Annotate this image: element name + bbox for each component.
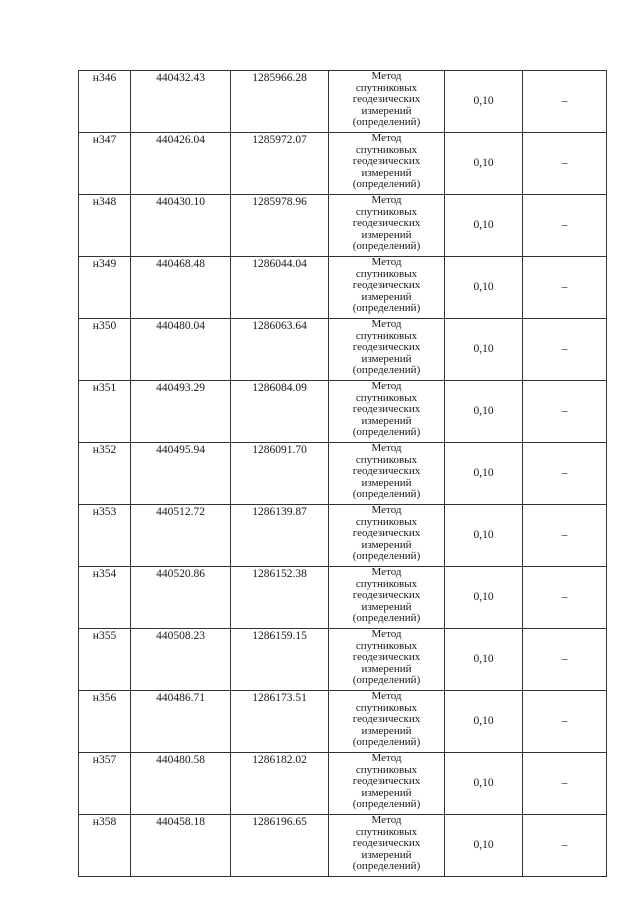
method-line: спутниковых [355, 205, 418, 218]
accuracy-cell: 0,10 [445, 195, 523, 257]
method-cell [329, 505, 445, 567]
y-coordinate-cell: 1286084.09 [231, 381, 329, 443]
y-coordinate-cell: 1285972.07 [231, 133, 329, 195]
y-coordinate-cell: 1285978.96 [231, 195, 329, 257]
method-line: геодезических [352, 465, 421, 478]
accuracy-cell: 0,10 [445, 257, 523, 319]
method-line: спутниковых [355, 639, 418, 652]
method-line: измерений [361, 290, 412, 303]
method-line: Метод [371, 504, 402, 516]
point-name-cell: н355 [79, 629, 131, 691]
x-coordinate-cell: 440495.94 [131, 443, 231, 505]
description-cell: – [523, 753, 607, 815]
coordinates-table-body [79, 71, 607, 877]
x-coordinate-cell: 440468.48 [131, 257, 231, 319]
method-line: измерений [361, 538, 412, 551]
description-cell: – [523, 381, 607, 443]
x-coordinate-cell: 440458.18 [131, 815, 231, 877]
table-row [79, 381, 607, 443]
method-line: спутниковых [355, 143, 418, 156]
method-cell [329, 71, 445, 133]
method-line: геодезических [352, 93, 421, 106]
y-coordinate-cell: 1286196.65 [231, 815, 329, 877]
method-line: спутниковых [355, 577, 418, 590]
method-cell [329, 257, 445, 319]
table-row [79, 443, 607, 505]
point-name-cell: н358 [79, 815, 131, 877]
description-cell: – [523, 319, 607, 381]
method-line: геодезических [352, 775, 421, 788]
description-cell: – [523, 195, 607, 257]
point-name-cell: н352 [79, 443, 131, 505]
method-line: Метод [371, 814, 402, 826]
method-line: геодезических [352, 651, 421, 664]
x-coordinate-cell: 440508.23 [131, 629, 231, 691]
x-coordinate-cell: 440430.10 [131, 195, 231, 257]
y-coordinate-cell: 1286139.87 [231, 505, 329, 567]
method-cell [329, 815, 445, 877]
method-line: спутниковых [355, 391, 418, 404]
description-cell: – [523, 257, 607, 319]
method-line: спутниковых [355, 267, 418, 280]
description-cell: – [523, 567, 607, 629]
method-line: (определений) [352, 240, 421, 253]
method-line: Метод [371, 70, 402, 82]
table-row [79, 505, 607, 567]
method-line: геодезических [352, 589, 421, 602]
accuracy-cell: 0,10 [445, 505, 523, 567]
method-cell [329, 381, 445, 443]
method-line: (определений) [352, 674, 421, 687]
accuracy-cell: 0,10 [445, 133, 523, 195]
method-line: измерений [361, 600, 412, 613]
table-row [79, 691, 607, 753]
method-line: спутниковых [355, 701, 418, 714]
x-coordinate-cell: 440493.29 [131, 381, 231, 443]
accuracy-cell: 0,10 [445, 319, 523, 381]
y-coordinate-cell: 1286173.51 [231, 691, 329, 753]
method-line: спутниковых [355, 453, 418, 466]
x-coordinate-cell: 440520.86 [131, 567, 231, 629]
x-coordinate-cell: 440432.43 [131, 71, 231, 133]
method-line: Метод [371, 380, 402, 392]
method-line: (определений) [352, 736, 421, 749]
method-cell [329, 753, 445, 815]
method-line: геодезических [352, 713, 421, 726]
method-line: (определений) [352, 798, 421, 811]
table-row [79, 753, 607, 815]
point-name-cell: н357 [79, 753, 131, 815]
y-coordinate-cell: 1285966.28 [231, 71, 329, 133]
method-line: спутниковых [355, 329, 418, 342]
method-line: измерений [361, 476, 412, 489]
description-cell: – [523, 71, 607, 133]
point-name-cell: н347 [79, 133, 131, 195]
accuracy-cell: 0,10 [445, 381, 523, 443]
method-line: измерений [361, 166, 412, 179]
accuracy-cell: 0,10 [445, 691, 523, 753]
table-row [79, 629, 607, 691]
method-cell [329, 319, 445, 381]
method-line: Метод [371, 442, 402, 454]
method-line: (определений) [352, 612, 421, 625]
method-line: измерений [361, 662, 412, 675]
method-line: геодезических [352, 279, 421, 292]
description-cell: – [523, 443, 607, 505]
point-name-cell: н353 [79, 505, 131, 567]
method-line: (определений) [352, 178, 421, 191]
method-line: (определений) [352, 488, 421, 501]
method-line: Метод [371, 194, 402, 206]
y-coordinate-cell: 1286063.64 [231, 319, 329, 381]
x-coordinate-cell: 440512.72 [131, 505, 231, 567]
method-line: геодезических [352, 155, 421, 168]
description-cell: – [523, 629, 607, 691]
method-line: Метод [371, 132, 402, 144]
method-cell [329, 443, 445, 505]
method-line: (определений) [352, 860, 421, 873]
point-name-cell: н348 [79, 195, 131, 257]
method-line: геодезических [352, 527, 421, 540]
method-line: геодезических [352, 403, 421, 416]
table-row [79, 319, 607, 381]
accuracy-cell: 0,10 [445, 629, 523, 691]
method-line: измерений [361, 414, 412, 427]
description-cell: – [523, 691, 607, 753]
method-line: Метод [371, 256, 402, 268]
point-name-cell: н346 [79, 71, 131, 133]
point-name-cell: н350 [79, 319, 131, 381]
method-line: измерений [361, 352, 412, 365]
y-coordinate-cell: 1286152.38 [231, 567, 329, 629]
accuracy-cell: 0,10 [445, 567, 523, 629]
y-coordinate-cell: 1286091.70 [231, 443, 329, 505]
method-line: геодезических [352, 837, 421, 850]
method-line: (определений) [352, 116, 421, 129]
x-coordinate-cell: 440480.04 [131, 319, 231, 381]
method-line: (определений) [352, 550, 421, 563]
y-coordinate-cell: 1286044.04 [231, 257, 329, 319]
coordinates-table [78, 70, 607, 877]
method-line: измерений [361, 104, 412, 117]
description-cell: – [523, 133, 607, 195]
table-row [79, 815, 607, 877]
accuracy-cell: 0,10 [445, 443, 523, 505]
method-line: (определений) [352, 302, 421, 315]
y-coordinate-cell: 1286182.02 [231, 753, 329, 815]
method-line: измерений [361, 786, 412, 799]
point-name-cell: н354 [79, 567, 131, 629]
accuracy-cell: 0,10 [445, 71, 523, 133]
method-line: измерений [361, 848, 412, 861]
method-line: спутниковых [355, 763, 418, 776]
method-line: спутниковых [355, 825, 418, 838]
method-line: Метод [371, 690, 402, 702]
method-line: Метод [371, 628, 402, 640]
method-cell [329, 133, 445, 195]
description-cell: – [523, 505, 607, 567]
method-line: спутниковых [355, 515, 418, 528]
method-line: геодезических [352, 341, 421, 354]
x-coordinate-cell: 440480.58 [131, 753, 231, 815]
method-line: геодезических [352, 217, 421, 230]
point-name-cell: н349 [79, 257, 131, 319]
table-row [79, 195, 607, 257]
method-line: Метод [371, 752, 402, 764]
method-line: измерений [361, 724, 412, 737]
table-row [79, 71, 607, 133]
method-line: (определений) [352, 426, 421, 439]
x-coordinate-cell: 440486.71 [131, 691, 231, 753]
method-line: спутниковых [355, 81, 418, 94]
method-cell [329, 691, 445, 753]
method-line: Метод [371, 566, 402, 578]
y-coordinate-cell: 1286159.15 [231, 629, 329, 691]
point-name-cell: н351 [79, 381, 131, 443]
method-cell [329, 195, 445, 257]
method-cell [329, 629, 445, 691]
accuracy-cell: 0,10 [445, 753, 523, 815]
table-row [79, 133, 607, 195]
point-name-cell: н356 [79, 691, 131, 753]
accuracy-cell: 0,10 [445, 815, 523, 877]
method-line: (определений) [352, 364, 421, 377]
table-row [79, 257, 607, 319]
method-line: измерений [361, 228, 412, 241]
description-cell: – [523, 815, 607, 877]
table-row [79, 567, 607, 629]
x-coordinate-cell: 440426.04 [131, 133, 231, 195]
method-line: Метод [371, 318, 402, 330]
method-cell [329, 567, 445, 629]
